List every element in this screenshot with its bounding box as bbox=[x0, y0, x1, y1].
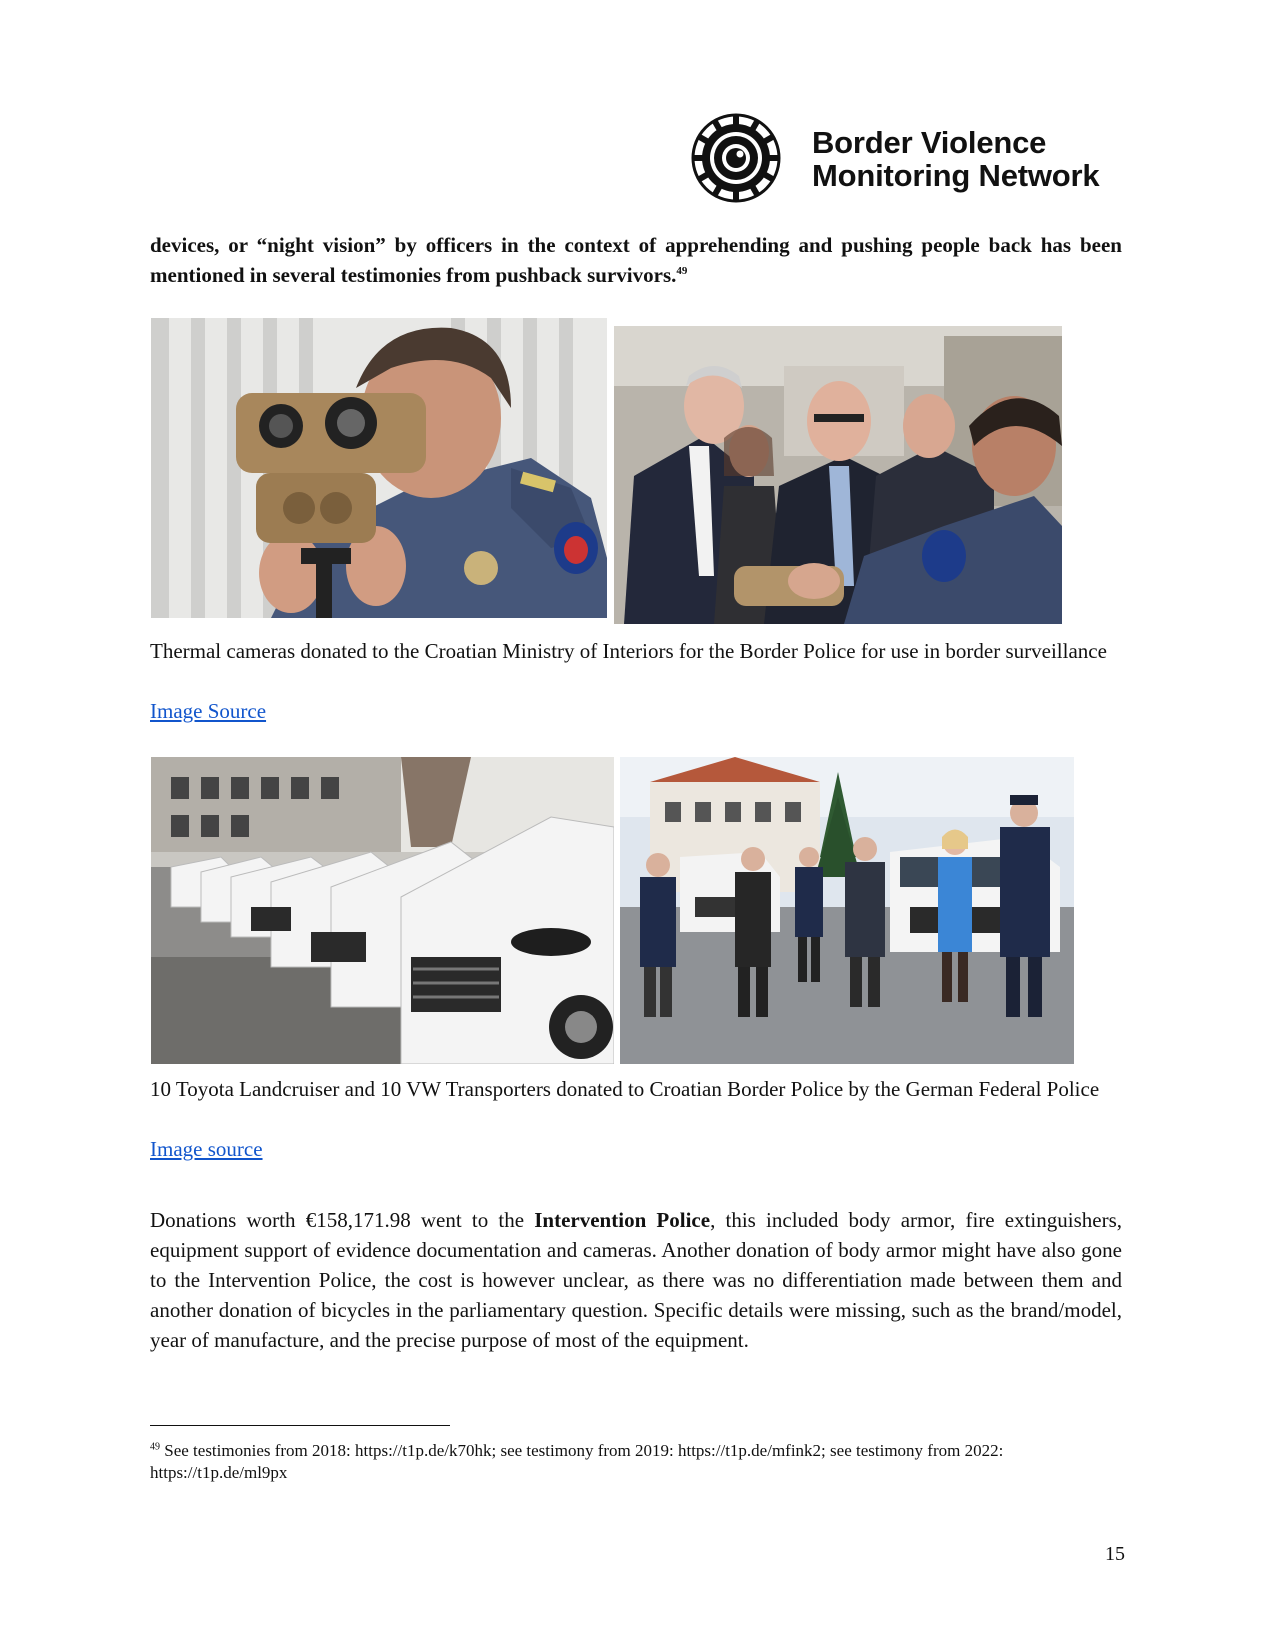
figure-2-image-source-link[interactable]: Image source bbox=[150, 1137, 263, 1161]
logo-line-1: Border Violence bbox=[812, 125, 1047, 160]
organization-logo bbox=[688, 110, 1118, 210]
figure-1-caption: Thermal cameras donated to the Croatian Ministry of Interiors for the Border Police for use in border surveillance bbox=[150, 639, 1107, 663]
logo-wordmark bbox=[812, 126, 1099, 192]
officials-with-donated-vehicles-photo bbox=[620, 757, 1074, 1064]
officer-with-thermal-camera-photo bbox=[151, 318, 607, 618]
logo-line-2: Monitoring Network bbox=[812, 158, 1100, 193]
body-paragraph bbox=[150, 1205, 1122, 1355]
footnote-ref[interactable]: 49 bbox=[676, 265, 688, 277]
eye-gear-logo-icon bbox=[688, 110, 784, 206]
intro-paragraph bbox=[150, 230, 1122, 290]
intervention-police-term: Intervention Police bbox=[534, 1208, 711, 1232]
figure-2-caption: 10 Toyota Landcruiser and 10 VW Transporters donated to Croatian Border Police by the German Federal Police bbox=[150, 1077, 1100, 1101]
body-text-pre: Donations worth €158,171.98 went to the bbox=[150, 1208, 535, 1232]
body-text-post: , this included body armor, fire extinguishers, equipment support of evidence documentation and cameras. Another donation of body armor might have also gone to the Intervention Police, the cost is however unclear, as there was no differentiation made between them and another donation of bicycles in the parliamentary question. Specific details were missing, such as the brand/model, year of manufacture, and the precise purpose of most of the equipment. bbox=[150, 1208, 1123, 1352]
row-of-white-suvs-photo bbox=[151, 757, 614, 1064]
footnote-text: See testimonies from 2018: https://t1p.de/k70hk; see testimony from 2019: https://t1p.de/mfink2; see testimony from 2022: https://t1p.de/ml9px bbox=[150, 1441, 1004, 1482]
footnote-number: 49 bbox=[150, 1441, 160, 1453]
officials-inspecting-thermal-camera-photo bbox=[614, 326, 1062, 624]
intro-text: devices, or “night vision” by officers in the context of apprehending and pushing people back has been mentioned in several testimonies from pushback survivors. bbox=[150, 233, 1122, 287]
page-number: 15 bbox=[1105, 1543, 1125, 1565]
footnote bbox=[150, 1440, 1110, 1484]
figure-1-image-source-link[interactable]: Image Source bbox=[150, 699, 267, 723]
footnote-separator bbox=[150, 1425, 450, 1426]
